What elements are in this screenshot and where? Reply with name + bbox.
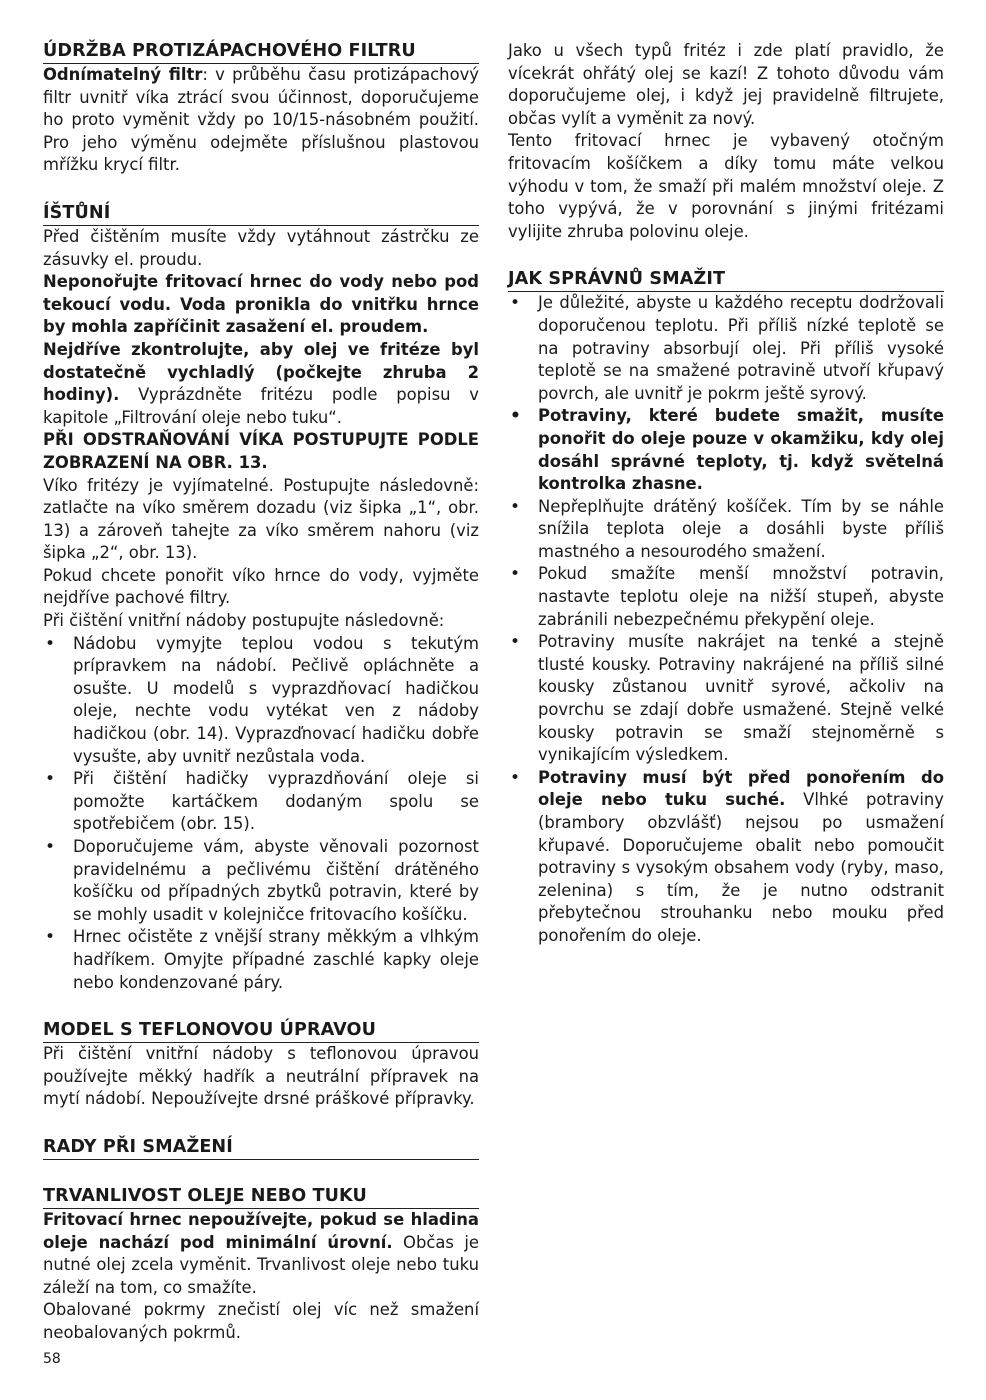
list-item: • Potraviny musíte nakrájet na tenké a stejně tlusté kousky. Potraviny nakrájené na příliš silné kousky zůstanou uvnitř syrové, ačkoliv na povrchu se zdají dobře usmažené. Stejně velké kousky potravin se smaží stejnoměrně s vynikajícím výsledkem. xyxy=(508,631,944,767)
list-item: • Při čištění hadičky vyprazdňování oleje si pomožte kartáčkem dodaným spolu se spotřebičem (obr. 15). xyxy=(43,768,479,836)
paragraph: Obalované pokrmy znečistí olej víc než smažení neobalovaných pokrmů. xyxy=(43,1300,479,1342)
list-item: • Pokud smažíte menší množství potravin, nastavte teplotu oleje na nižší stupeň, abyste zabránili nebezpečnému překypění oleje. xyxy=(508,563,944,631)
paragraph: Víko fritézy je vyjímatelné. Postupujte následovně: zatlačte na víko směrem dozadu (viz šipka „1“, obr. 13) a zároveň tahejte za víko směrem nahoru (viz šipka „2“, obr. 13). xyxy=(43,475,479,563)
list-item: • Nádobu vymyjte teplou vodou s tekutým prípravkem na nádobí. Pečlivě opláchněte a osušte. U modelů s vyprazdňovací hadičkou oleje, nechte vodu vytékat ven z nádoby hadičkou (obr. 14). Vyprazďnovací hadičku dobře vysušte, aby uvnitř nezůstala voda. xyxy=(43,633,479,769)
section-heading-frying-tips: RADY PŘI SMAŽENÍ xyxy=(43,1136,479,1160)
paragraph: Před čištěním musíte vždy vytáhnout zástrčku ze zásuvky el. proudu. xyxy=(43,226,479,269)
section-heading-oil-life: TRVANLIVOST OLEJE NEBO TUKU xyxy=(43,1185,479,1209)
paragraph: Odnímatelný filtr: v průběhu času protizápachový filtr uvnitř víka ztrácí svou účinnost, doporučujeme ho proto vyměnit vždy po 10/15-násobném použití. Pro jeho výměnu odejměte příslušnou plastovou mřížku krycí filtr. xyxy=(43,65,479,175)
paragraph: Fritovací hrnec nepoužívejte, pokud se hladina oleje nachází pod minimální úrovní. Občas je nutné olej zcela vyměnit. Trvanlivost oleje nebo tuku záleží na tom, co smažíte. xyxy=(43,1209,479,1297)
paragraph: Při čištění vnitřní nádoby postupujte následovně: xyxy=(43,611,445,631)
list-item: • Nepřeplňujte drátěný košíček. Tím by se náhle snížila teplota oleje a dosáhli byste příliš mastného a nesourodého smažení. xyxy=(508,496,944,564)
list-item: • Je důležité, abyste u každého receptu dodržovali doporučenou teplotu. Při příliš nízké teplotě se na potraviny absorbují olej. Při příliš vysoké teplotě se na smažené potravině utvoří křupavý povrch, ale uvnitř je pokrm ještě syrový. xyxy=(508,292,944,405)
paragraph: Tento fritovací hrnec je vybavený otočným fritovacím košíčkem a díky tomu máte velkou výhodu v tom, že smaží při malém množství oleje. Z toho vypývá, že v porovnání s jinými fritézami vylijite zhruba polovinu oleje. xyxy=(508,131,944,241)
section-heading-teflon: MODEL S TEFLONOVOU ÚPRAVOU xyxy=(43,1019,479,1043)
list-item: • Potraviny musí být před ponořením do oleje nebo tuku suché. Vlhké potraviny (brambory obzvlášť) nejsou po usmažení křupavé. Doporučujeme obalit nebo pomoučit potraviny s vysokým obsahem vody (ryby, maso, zelenina) s tím, že je nutno odstranit přebytečnou strouhanku nebo mouku před ponořením do oleje. xyxy=(508,767,944,948)
paragraph: Nejdříve zkontrolujte, aby olej ve fritéze byl dostatečně vychladlý (počkejte zhruba 2 hodiny). Vyprázdněte fritézu podle popisu v kapitole „Filtrování oleje nebo tuku“. xyxy=(43,339,479,427)
paragraph: Pokud chcete ponořit víko hrnce do vody, vyjměte nejdříve pachové filtry. xyxy=(43,565,479,608)
page-number: 58 xyxy=(43,1351,61,1367)
right-column xyxy=(508,40,944,948)
cleaning-list xyxy=(43,633,479,995)
warning-paragraph: Neponořujte fritovací hrnec do vody nebo pod tekoucí vodu. Voda pronikla do vnitřku hrnce by mohla zapříčinit zasažení el. proudem. xyxy=(43,272,479,337)
section-heading-filter: ÚDRŽBA PROTIZÁPACHOVÉHO FILTRU xyxy=(43,40,479,64)
paragraph: Jako u všech typů fritéz i zde platí pravidlo, že vícekrát ohřátý olej se kazí! Z tohoto důvodu vám doporučujeme olej, i když jej pravidelně filtrujete, občas vylít a vyměnit za nový. xyxy=(508,41,944,128)
bold-lead: Odnímatelný filtr xyxy=(43,65,203,84)
left-column xyxy=(43,40,479,1345)
section-heading-cleaning: ÍŠTŮNÍ xyxy=(43,202,479,226)
frying-list xyxy=(508,292,944,947)
instruction-caps: PŘI ODSTRAŇOVÁNÍ VÍKA POSTUPUJTE PODLE ZOBRAZENÍ NA OBR. 13. xyxy=(43,430,479,472)
paragraph: Při čištění vnitřní nádoby s teflonovou úpravou používejte měkký hadřík a neutrální přípravek na mytí nádobí. Nepoužívejte drsné práškové přípravky. xyxy=(43,1044,479,1109)
list-item: • Hrnec očistěte z vnější strany měkkým a vlhkým hadříkem. Omyjte případné zaschlé kapky oleje nebo kondenzované páry. xyxy=(43,926,479,994)
section-heading-how-to-fry: JAK SPRÁVNŮ SMAŽIT xyxy=(508,268,944,292)
list-item: • Potraviny, které budete smažit, musíte ponořit do oleje pouze v okamžiku, kdy olej dosáhl správné teploty, tj. když světelná kontrolka zhasne. xyxy=(508,405,944,495)
list-item: • Doporučujeme vám, abyste věnovali pozornost pravidelnému a pečlivému čištění drátěného košíčku od případných zbytků potravin, které by se mohly usadit v kolejničce fritovacího košíčku. xyxy=(43,836,479,926)
